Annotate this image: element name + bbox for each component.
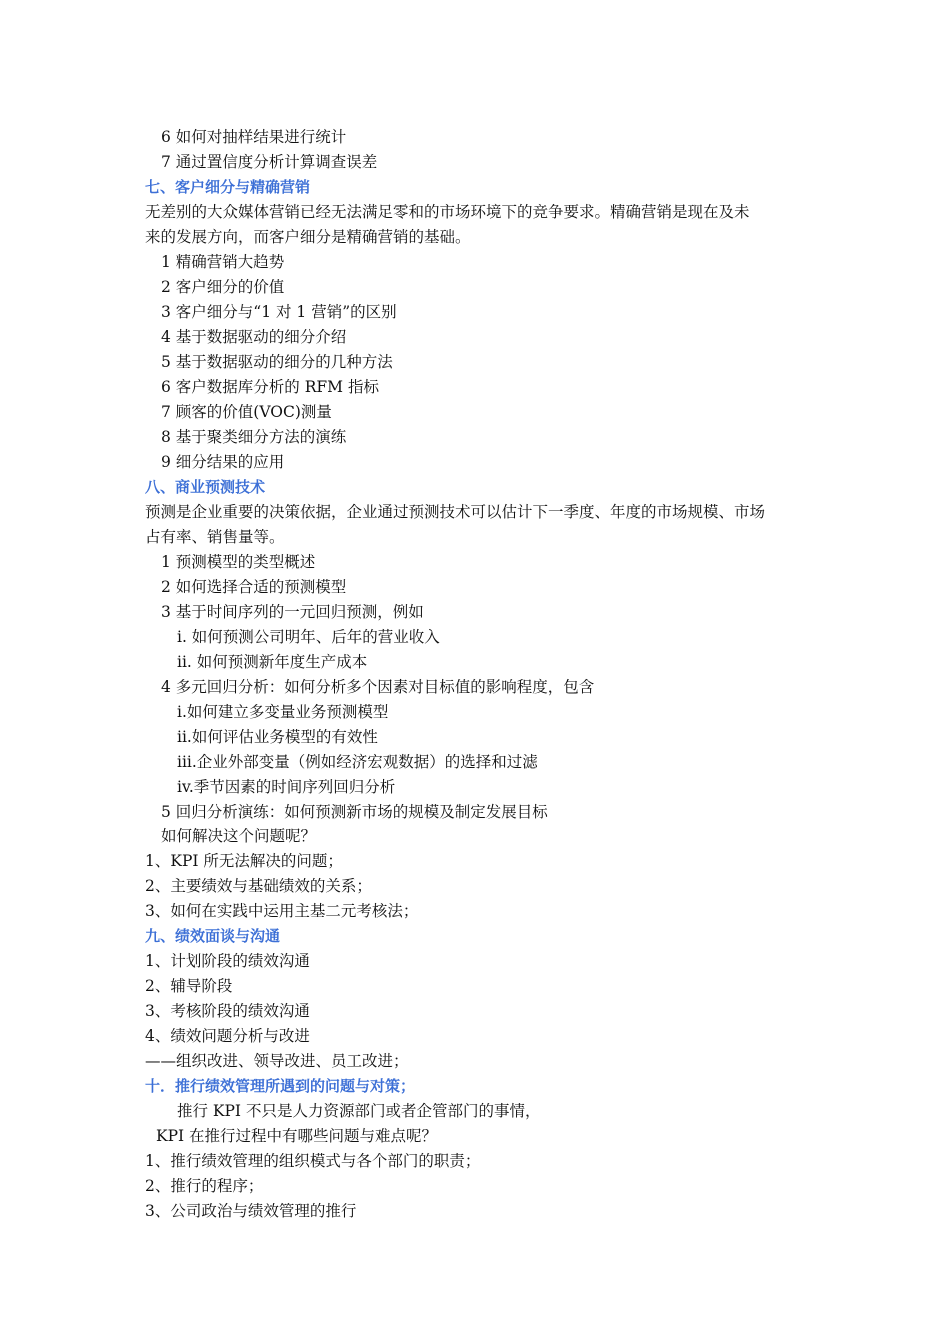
text-line: iv.季节因素的时间序列回归分析 (177, 778, 396, 796)
section-heading: 八、商业预测技术 (145, 478, 266, 496)
text-line: 6 客户数据库分析的 RFM 指标 (161, 378, 379, 396)
text-line: 2、推行的程序； (145, 1177, 264, 1195)
text-line: 预测是企业重要的决策依据，企业通过预测技术可以估计下一季度、年度的市场规模、市场 (145, 503, 766, 521)
text-line: iii.企业外部变量（例如经济宏观数据）的选择和过滤 (177, 753, 538, 771)
text-line: 9 细分结果的应用 (161, 453, 285, 471)
text-line: 占有率、销售量等。 (145, 528, 285, 546)
text-line: 4、绩效问题分析与改进 (145, 1027, 310, 1045)
text-line: 2、主要绩效与基础绩效的关系； (145, 877, 372, 895)
section-heading: 七、客户细分与精确营销 (145, 178, 311, 196)
text-line: 3、考核阶段的绩效沟通 (145, 1002, 310, 1020)
text-line: 如何解决这个问题呢？ (161, 827, 317, 845)
section-heading: 十．推行绩效管理所遇到的问题与对策； (145, 1077, 416, 1095)
text-line: 3、如何在实践中运用主基二元考核法； (145, 902, 419, 920)
text-line: 2 如何选择合适的预测模型 (161, 578, 347, 596)
text-line: 8 基于聚类细分方法的演练 (161, 428, 347, 446)
text-line: 1、计划阶段的绩效沟通 (145, 952, 310, 970)
text-line: 5 基于数据驱动的细分的几种方法 (161, 353, 393, 371)
text-line: ——组织改进、领导改进、员工改进； (145, 1052, 409, 1070)
text-line: 1、KPI 所无法解决的问题； (145, 852, 343, 870)
text-line: 4 基于数据驱动的细分介绍 (161, 328, 347, 346)
text-line: 6 如何对抽样结果进行统计 (161, 128, 347, 146)
text-line: 7 顾客的价值(VOC)测量 (161, 403, 332, 421)
text-line: 来的发展方向，而客户细分是精确营销的基础。 (145, 228, 471, 246)
text-line: 1、推行绩效管理的组织模式与各个部门的职责； (145, 1152, 481, 1170)
text-line: 4 多元回归分析：如何分析多个因素对目标值的影响程度，包含 (161, 678, 595, 696)
text-line: 1 精确营销大趋势 (161, 253, 285, 271)
text-line: 3、公司政治与绩效管理的推行 (145, 1202, 357, 1220)
text-line: 5 回归分析演练：如何预测新市场的规模及制定发展目标 (161, 803, 548, 821)
text-line: 7 通过置信度分析计算调查误差 (161, 153, 378, 171)
text-line: 3 基于时间序列的一元回归预测，例如 (161, 603, 424, 621)
text-line: 3 客户细分与“1 对 1 营销”的区别 (161, 303, 397, 321)
section-heading: 九、绩效面谈与沟通 (145, 927, 281, 945)
text-line: ii.如何评估业务模型的有效性 (177, 728, 378, 746)
text-line: 2 客户细分的价值 (161, 278, 285, 296)
text-line: i. 如何预测公司明年、后年的营业收入 (177, 628, 440, 646)
text-line: ii. 如何预测新年度生产成本 (177, 653, 368, 671)
text-line: 推行 KPI 不只是人力资源部门或者企管部门的事情， (177, 1102, 541, 1120)
text-line: KPI 在推行过程中有哪些问题与难点呢？ (156, 1127, 438, 1145)
text-line: i.如何建立多变量业务预测模型 (177, 703, 389, 721)
text-line: 无差别的大众媒体营销已经无法满足零和的市场环境下的竞争要求。精确营销是现在及未 (145, 203, 750, 221)
text-line: 2、辅导阶段 (145, 977, 233, 995)
text-line: 1 预测模型的类型概述 (161, 553, 316, 571)
